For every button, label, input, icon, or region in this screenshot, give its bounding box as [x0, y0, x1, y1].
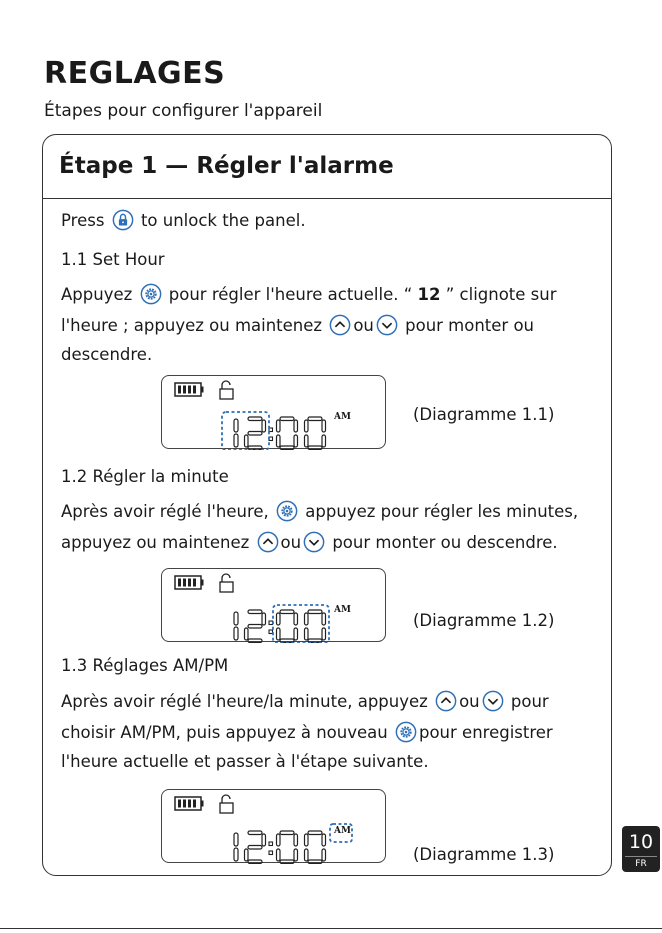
section-1-2-line-1: Après avoir réglé l'heure, appuyez pour régler les minutes,	[61, 502, 579, 521]
chevron-up-icon	[435, 690, 457, 712]
unlock-instruction	[61, 209, 306, 231]
step-card	[42, 134, 612, 876]
page-title: REGLAGES	[44, 56, 226, 91]
lcd-display-1-3	[161, 789, 386, 863]
section-heading-1-3: 1.3 Réglages AM/PM	[61, 656, 229, 675]
highlight-hour-box	[162, 376, 387, 450]
step-divider	[43, 198, 611, 199]
lock-icon	[112, 209, 134, 231]
section-heading-1-2: 1.2 Régler la minute	[61, 467, 229, 486]
chevron-down-icon	[303, 531, 325, 553]
am-indicator: AM	[334, 826, 351, 836]
section-1-3-line-2: choisir AM/PM, puis appuyez à nouveau pour enregistrer	[61, 723, 553, 742]
chevron-up-icon	[257, 531, 279, 553]
page-subtitle: Étapes pour configurer l'appareil	[44, 101, 323, 121]
gear-icon	[276, 500, 298, 522]
section-1-1-line-2: l'heure ; appuyez ou maintenez ou pour monter ou	[61, 316, 535, 335]
diagram-label-1-1: (Diagramme 1.1)	[413, 405, 555, 424]
section-1-1-line-1: Appuyez pour régler l'heure actuelle. “ 12 ” clignote sur	[61, 285, 557, 304]
am-indicator: AM	[334, 412, 351, 422]
blinking-hour-value: 12	[417, 285, 441, 304]
step-title: Étape 1 — Régler l'alarme	[59, 153, 394, 179]
lcd-display-1-1	[161, 375, 386, 449]
page-number-badge	[622, 826, 660, 872]
unlock-suffix: to unlock the panel.	[140, 211, 306, 230]
highlight-minute-box	[162, 569, 387, 643]
gear-icon	[140, 283, 162, 305]
section-heading-1-1: 1.1 Set Hour	[61, 250, 165, 269]
lcd-display-1-2	[161, 568, 386, 642]
gear-icon	[395, 721, 417, 743]
chevron-up-icon	[329, 314, 351, 336]
section-1-3-line-3: l'heure actuelle et passer à l'étape suivante.	[61, 752, 429, 771]
chevron-down-icon	[376, 314, 398, 336]
page-number: 10	[628, 831, 654, 853]
chevron-down-icon	[482, 690, 504, 712]
unlock-prefix: Press	[61, 211, 105, 230]
section-1-2-line-2: appuyez ou maintenez ou pour monter ou descendre.	[61, 533, 558, 552]
language-code: FR	[635, 859, 647, 869]
highlight-ampm-box	[162, 790, 387, 864]
diagram-label-1-2: (Diagramme 1.2)	[413, 611, 555, 630]
diagram-label-1-3: (Diagramme 1.3)	[413, 845, 555, 864]
section-1-3-line-1: Après avoir réglé l'heure/la minute, appuyez ou pour	[61, 692, 549, 711]
am-indicator: AM	[334, 605, 351, 615]
bottom-rule	[0, 928, 662, 929]
section-1-1-line-3: descendre.	[61, 345, 153, 364]
